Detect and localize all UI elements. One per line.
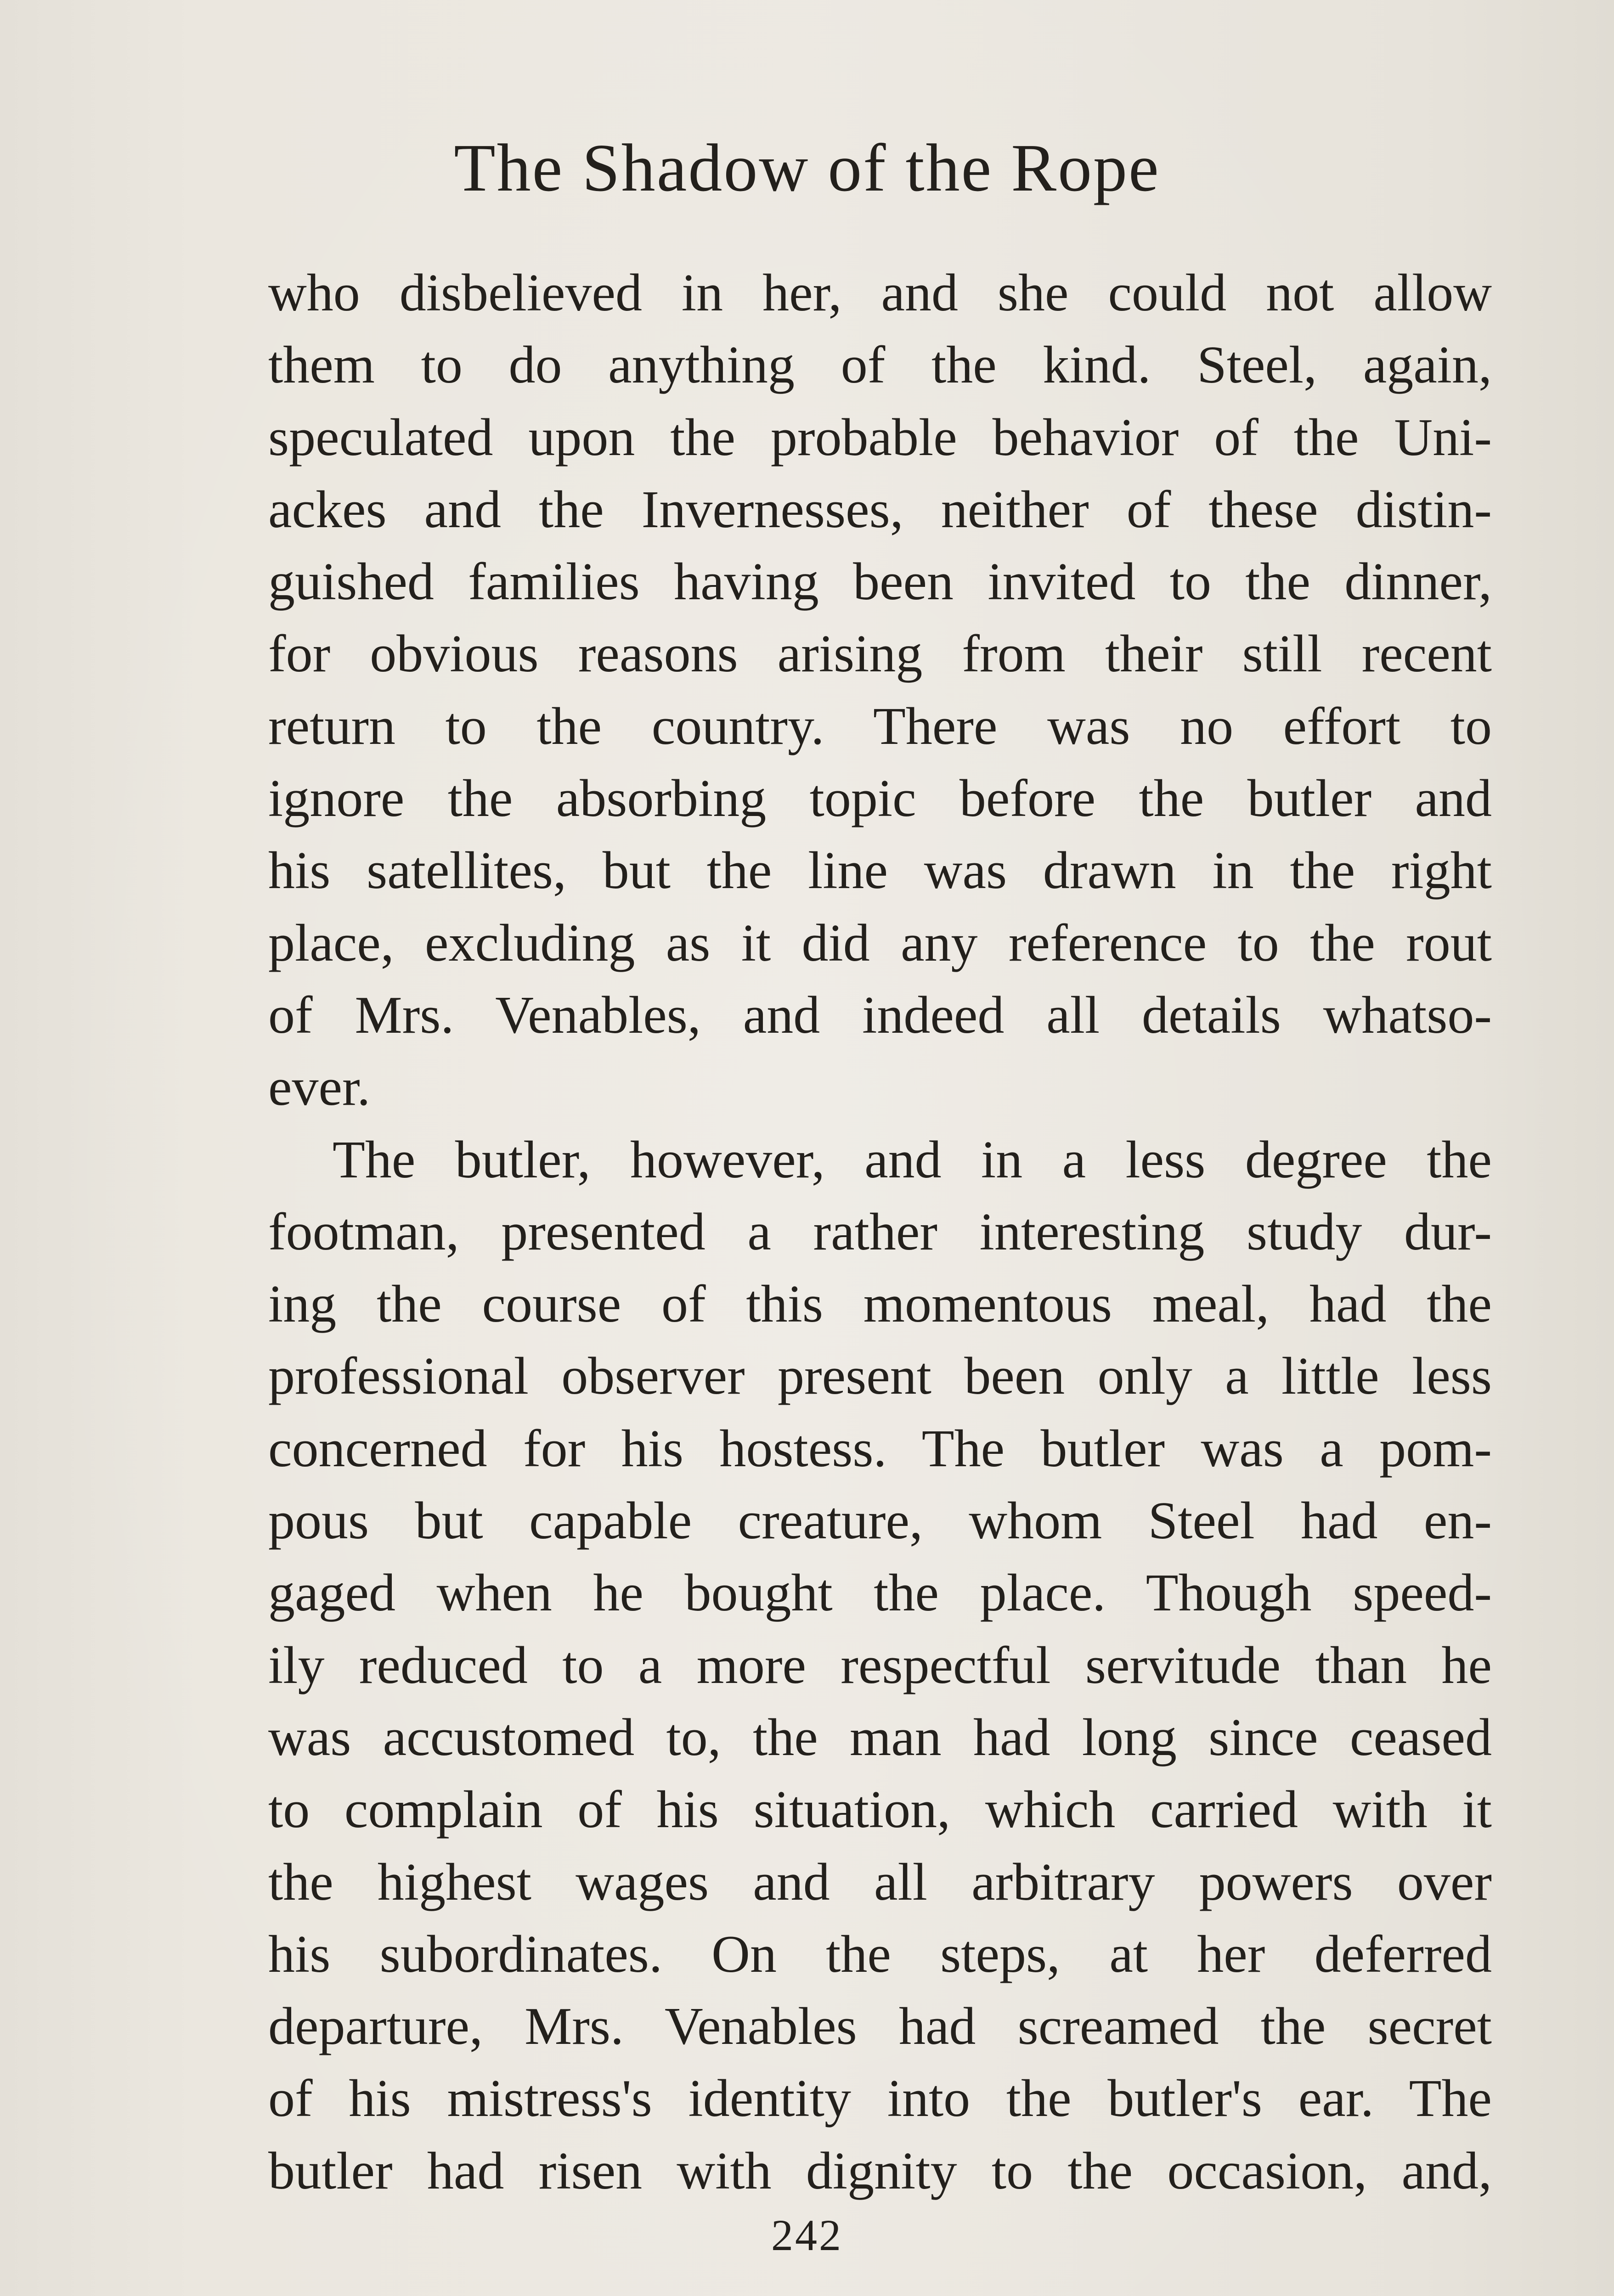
paragraph-start-line: The butler, however, and in a less degree the (333, 1130, 1492, 1189)
text-line: ackes and the Invernesses, neither of these distin- (268, 480, 1492, 539)
text-line: place, excluding as it did any reference to the rout (268, 913, 1492, 973)
text-line: footman, presented a rather interesting study dur- (268, 1202, 1492, 1261)
text-line: who disbelieved in her, and she could not allow (268, 264, 1492, 322)
text-line: his satellites, but the line was drawn in the right (268, 841, 1492, 900)
running-head: The Shadow of the Rope (454, 130, 1160, 206)
text-line: of his mistress's identity into the butler's ear. The (268, 2069, 1492, 2128)
text-line: to complain of his situation, which carried with it (268, 1780, 1492, 1840)
text-line: was accustomed to, the man had long since ceased (268, 1708, 1492, 1767)
text-line: ing the course of this momentous meal, had the (268, 1275, 1492, 1334)
text-line: butler had risen with dignity to the occasion, and, (268, 2141, 1492, 2200)
body-text (268, 257, 1492, 2207)
text-line: the highest wages and all arbitrary powers over (268, 1852, 1492, 1912)
text-line: for obvious reasons arising from their still recent (268, 625, 1492, 684)
text-line: professional observer present been only a little less (268, 1347, 1492, 1406)
text-line: return to the country. There was no effort to (268, 697, 1492, 756)
text-line: guished families having been invited to the dinner, (268, 552, 1492, 612)
text-line: his subordinates. On the steps, at her deferred (268, 1925, 1492, 1984)
text-line: ignore the absorbing topic before the butler and (268, 769, 1492, 828)
paragraph-end-line: ever. (268, 1058, 371, 1117)
text-line: them to do anything of the kind. Steel, again, (268, 336, 1492, 395)
page-number: 242 (771, 2211, 843, 2260)
text-line: departure, Mrs. Venables had screamed the secret (268, 1997, 1492, 2056)
text-line: ily reduced to a more respectful servitude than he (268, 1636, 1492, 1695)
text-line: speculated upon the probable behavior of the Uni- (268, 408, 1492, 467)
text-line: gaged when he bought the place. Though speed- (268, 1564, 1492, 1623)
text-line: concerned for his hostess. The butler was a pom- (268, 1419, 1492, 1478)
text-line: of Mrs. Venables, and indeed all details whatso- (268, 985, 1492, 1045)
text-line: pous but capable creature, whom Steel had en- (268, 1491, 1492, 1551)
